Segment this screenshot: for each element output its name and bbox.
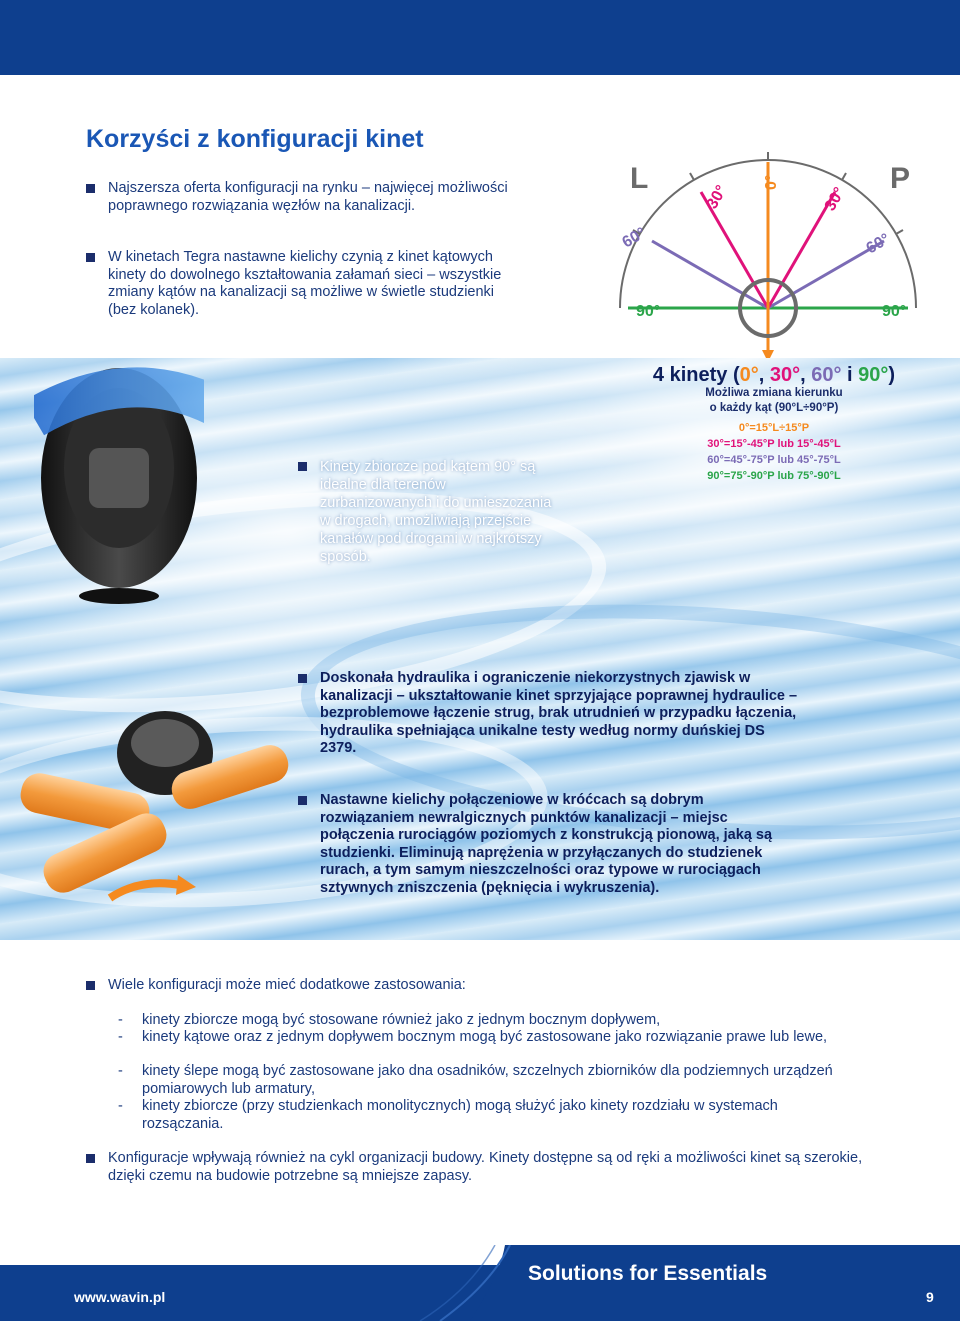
kinety-sep: , <box>800 364 812 386</box>
bullet-square-icon <box>298 674 307 683</box>
list-item <box>118 1012 838 1030</box>
bullet-text: Nastawne kielichy połączeniowe w króćcach są dobrym rozwiązaniem newralgicznych punktów kanalizacji – miejsc połączenia rurociągów poziomych z konstrukcją pionową, jaką są studzienki. Eliminują naprężenia w przyłączanych do studzienek rurach, a tym samym nieszczelności oraz typowe w rurociągach sztywnych zniszczenia (pęknięcia i wykruszenia). <box>320 792 773 896</box>
footer-shape <box>0 1245 960 1321</box>
footer-url-link[interactable]: www.wavin.pl <box>74 1289 166 1305</box>
bullet-item <box>298 458 558 566</box>
line-60-left <box>652 241 768 308</box>
bullet-text: Kinety zbiorcze pod kątem 90° są idealne dla terenów zurbanizowanych i do umieszczania w drogach, umożliwiają przejście kanałów pod drogami w najkrótszy sposób. <box>320 459 552 565</box>
bullet-text: Wiele konfiguracji może mieć dodatkowe zastosowania: <box>108 977 466 993</box>
kinety-value-60: 60° <box>811 364 842 386</box>
bullet-square-icon <box>86 184 95 193</box>
bullet-item <box>86 249 526 319</box>
footer <box>0 1245 960 1321</box>
bullet-item <box>86 180 526 215</box>
line-30-left <box>701 192 768 308</box>
page-title: Korzyści z konfiguracji kinet <box>86 125 424 153</box>
bullet-square-icon <box>298 462 307 471</box>
kinety-value-30: 30° <box>769 364 801 386</box>
label-60-left: 60° <box>619 224 649 252</box>
bullet-item <box>298 792 798 898</box>
kinety-subtitle: Możliwa zmiana kierunku <box>705 387 843 399</box>
kinety-value-90: 90° <box>858 364 889 386</box>
label-0: 0° <box>763 174 780 190</box>
label-90-left: 90° <box>636 303 661 320</box>
kineta-photo <box>34 358 204 608</box>
bullet-square-icon <box>298 796 307 805</box>
kinety-subtitle: o każdy kąt (90°L÷90°P) <box>709 402 839 414</box>
kinety-heading-post: ) <box>888 364 896 386</box>
list-item-text: kinety ślepe mogą być zastosowane jako dna osadników, szczelnych zbiorników dla podziemnych urządzeń pomiarowych lub armatury, <box>142 1063 833 1097</box>
dash-marker: - <box>118 1012 123 1028</box>
label-right: P <box>890 162 911 195</box>
kinety-rule-30: 30°=15°-45°P lub 15°-45°L <box>707 438 841 450</box>
bullet-text: Doskonała hydraulika i ograniczenie niekorzystnych zjawisk w kanalizacji – ukształtowanie kinet sprzyjające poprawnej hydraulice – bezproblemowe łączenie strug, brak utrudnień w przypadku łączenia, hydraulika spełniająca unikalne testy według normy duńskiej DS 2379. <box>320 670 798 757</box>
list-item-text: kinety kątowe oraz z jednym dopływem bocznym mogą być zastosowane jako rozwiązanie prawe lub lewe, <box>142 1029 828 1045</box>
kinety-rule-90: 90°=75°-90°P lub 75°-90°L <box>707 470 841 482</box>
bullet-square-icon <box>86 253 95 262</box>
label-30-right: 30° <box>821 184 849 214</box>
bullet-text: Najszersza oferta konfiguracji na rynku – najwięcej możliwości poprawnego rozwiązania węzłów na kanalizacji. <box>108 180 508 214</box>
list-item <box>118 1063 838 1098</box>
header-band <box>0 0 960 75</box>
bullet-text: W kinetach Tegra nastawne kielichy czynią z kinet kątowych kinety do dowolnego kształtowania załamań sieci – wszystkie zmiany kątów na kanalizacji są możliwe w świetle studzienki (bez kolanek). <box>108 249 502 318</box>
dash-marker: - <box>118 1063 123 1079</box>
kinety-heading <box>600 364 948 387</box>
kinety-rule-60: 60°=45°-75°P lub 45°-75°L <box>707 454 841 466</box>
dash-marker: - <box>118 1029 123 1045</box>
label-90-right: 90° <box>882 303 907 320</box>
bullet-item <box>86 977 886 995</box>
list-item <box>118 1029 838 1047</box>
angle-diagram <box>600 140 960 365</box>
label-30-left: 30° <box>703 182 731 212</box>
kineta-orange-pipes-photo <box>20 703 290 918</box>
page-number: 9 <box>926 1289 934 1305</box>
bullet-square-icon <box>86 981 95 990</box>
bullet-square-icon <box>86 1154 95 1163</box>
line-30-right <box>768 192 835 308</box>
bullet-text: Konfiguracje wpływają również na cykl organizacji budowy. Kinety dostępne są od ręki a możliwości kinet są szerokie, dzięki czemu na budowie potrzebne są mniejsze zapasy. <box>108 1150 863 1184</box>
list-item-text: kinety zbiorcze (przy studzienkach monolitycznych) mogą służyć jako kinety rozdziału w systemach rozsączania. <box>142 1098 778 1132</box>
kinety-value-0: 0° <box>739 364 759 386</box>
kinety-sep: , <box>758 364 770 386</box>
list-item <box>118 1098 838 1133</box>
label-left: L <box>630 162 649 195</box>
line-60-right <box>768 241 884 308</box>
footer-slogan: Solutions for Essentials <box>528 1262 768 1285</box>
bullet-item <box>86 1150 886 1185</box>
kinety-rule-0: 0°=15°L÷15°P <box>738 422 810 434</box>
kinety-heading-pre: 4 kinety ( <box>652 364 740 386</box>
kinety-sep: i <box>841 364 859 386</box>
bullet-item <box>298 670 798 758</box>
list-item-text: kinety zbiorcze mogą być stosowane również jako z jednym bocznym dopływem, <box>142 1012 661 1028</box>
label-60-right: 60° <box>863 230 893 258</box>
dash-marker: - <box>118 1098 123 1114</box>
